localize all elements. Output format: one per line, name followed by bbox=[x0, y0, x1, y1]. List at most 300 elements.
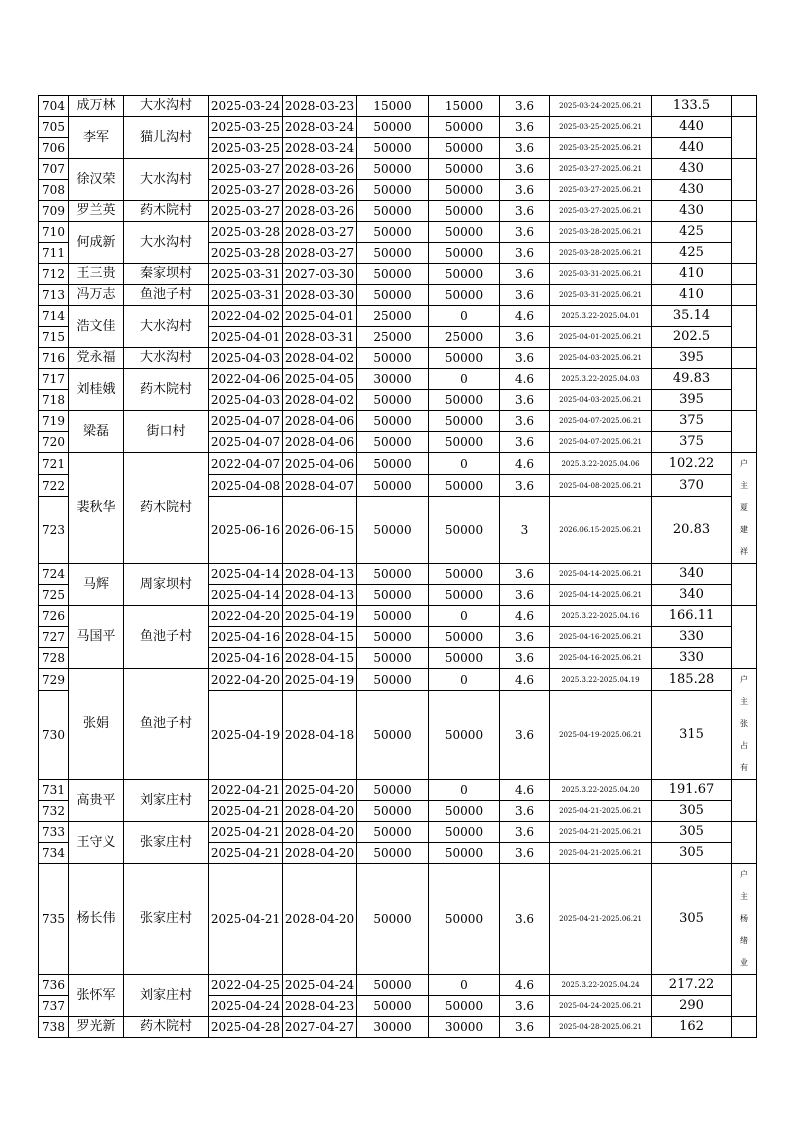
start-date: 2025-04-03 bbox=[209, 348, 283, 369]
start-date: 2022-04-07 bbox=[209, 453, 283, 475]
end-date: 2028-04-02 bbox=[283, 348, 357, 369]
village: 大水沟村 bbox=[124, 96, 209, 117]
village: 街口村 bbox=[124, 411, 209, 453]
loan-amount: 50000 bbox=[357, 411, 429, 432]
interest-period: 2025-04-24-2025.06.21 bbox=[550, 996, 652, 1017]
interest-period: 2025-03-24-2025.06.21 bbox=[550, 96, 652, 117]
loan-amount: 50000 bbox=[357, 201, 429, 222]
table-row bbox=[39, 564, 757, 585]
balance-amount: 50000 bbox=[429, 996, 500, 1017]
loan-amount: 50000 bbox=[357, 585, 429, 606]
loan-amount: 50000 bbox=[357, 996, 429, 1017]
household-note bbox=[732, 669, 757, 780]
borrower-name: 王守义 bbox=[69, 822, 124, 864]
balance-amount: 0 bbox=[429, 669, 500, 691]
interest-amount: 410 bbox=[652, 264, 732, 285]
interest-period: 2025-04-21-2025.06.21 bbox=[550, 822, 652, 843]
start-date: 2022-04-20 bbox=[209, 606, 283, 627]
borrower-name: 杨长伟 bbox=[69, 864, 124, 975]
end-date: 2025-04-06 bbox=[283, 453, 357, 475]
end-date: 2028-04-15 bbox=[283, 648, 357, 669]
row-number: 738 bbox=[39, 1017, 69, 1038]
row-number: 711 bbox=[39, 243, 69, 264]
row-number: 705 bbox=[39, 117, 69, 138]
start-date: 2025-04-16 bbox=[209, 627, 283, 648]
interest-rate: 3.6 bbox=[500, 432, 550, 453]
table-row bbox=[39, 264, 757, 285]
interest-rate: 3.6 bbox=[500, 348, 550, 369]
end-date: 2028-03-30 bbox=[283, 285, 357, 306]
end-date: 2028-03-31 bbox=[283, 327, 357, 348]
interest-amount: 166.11 bbox=[652, 606, 732, 627]
interest-amount: 162 bbox=[652, 1017, 732, 1038]
interest-rate: 3.6 bbox=[500, 159, 550, 180]
balance-amount: 0 bbox=[429, 606, 500, 627]
balance-amount: 50000 bbox=[429, 138, 500, 159]
interest-amount: 217.22 bbox=[652, 975, 732, 996]
start-date: 2025-03-28 bbox=[209, 243, 283, 264]
interest-rate: 3.6 bbox=[500, 243, 550, 264]
borrower-name: 张怀军 bbox=[69, 975, 124, 1017]
borrower-name: 罗兰英 bbox=[69, 201, 124, 222]
row-number: 729 bbox=[39, 669, 69, 691]
interest-period: 2025-04-21-2025.06.21 bbox=[550, 843, 652, 864]
interest-amount: 35.14 bbox=[652, 306, 732, 327]
row-number: 712 bbox=[39, 264, 69, 285]
start-date: 2025-03-28 bbox=[209, 222, 283, 243]
start-date: 2025-04-24 bbox=[209, 996, 283, 1017]
village: 秦家坝村 bbox=[124, 264, 209, 285]
note-character: 户 bbox=[740, 459, 748, 468]
loan-amount: 25000 bbox=[357, 327, 429, 348]
end-date: 2028-04-02 bbox=[283, 390, 357, 411]
start-date: 2025-03-27 bbox=[209, 180, 283, 201]
interest-rate: 4.6 bbox=[500, 306, 550, 327]
start-date: 2025-03-27 bbox=[209, 159, 283, 180]
balance-amount: 30000 bbox=[429, 1017, 500, 1038]
start-date: 2025-04-28 bbox=[209, 1017, 283, 1038]
interest-rate: 3.6 bbox=[500, 801, 550, 822]
balance-amount: 50000 bbox=[429, 432, 500, 453]
interest-period: 2025-04-21-2025.06.21 bbox=[550, 801, 652, 822]
borrower-name: 李军 bbox=[69, 117, 124, 159]
interest-rate: 3.6 bbox=[500, 285, 550, 306]
interest-rate: 4.6 bbox=[500, 606, 550, 627]
row-number: 734 bbox=[39, 843, 69, 864]
table-row bbox=[39, 201, 757, 222]
interest-amount: 395 bbox=[652, 390, 732, 411]
interest-period: 2025-04-03-2025.06.21 bbox=[550, 390, 652, 411]
loan-amount: 50000 bbox=[357, 864, 429, 975]
loan-amount: 50000 bbox=[357, 117, 429, 138]
loan-amount: 50000 bbox=[357, 180, 429, 201]
interest-rate: 3.6 bbox=[500, 564, 550, 585]
household-note bbox=[732, 285, 757, 306]
interest-period: 2025-04-14-2025.06.21 bbox=[550, 564, 652, 585]
start-date: 2022-04-20 bbox=[209, 669, 283, 691]
interest-period: 2025-03-31-2025.06.21 bbox=[550, 285, 652, 306]
interest-period: 2025-03-31-2025.06.21 bbox=[550, 264, 652, 285]
interest-period: 2025-04-16-2025.06.21 bbox=[550, 627, 652, 648]
loan-amount: 50000 bbox=[357, 159, 429, 180]
interest-rate: 3.6 bbox=[500, 117, 550, 138]
end-date: 2028-03-27 bbox=[283, 222, 357, 243]
start-date: 2025-03-24 bbox=[209, 96, 283, 117]
borrower-name: 罗光新 bbox=[69, 1017, 124, 1038]
balance-amount: 50000 bbox=[429, 243, 500, 264]
balance-amount: 50000 bbox=[429, 222, 500, 243]
interest-amount: 191.67 bbox=[652, 780, 732, 801]
end-date: 2025-04-01 bbox=[283, 306, 357, 327]
interest-rate: 3.6 bbox=[500, 648, 550, 669]
balance-amount: 50000 bbox=[429, 475, 500, 497]
interest-rate: 3.6 bbox=[500, 822, 550, 843]
loan-amount: 30000 bbox=[357, 369, 429, 390]
interest-amount: 133.5 bbox=[652, 96, 732, 117]
table-row bbox=[39, 822, 757, 843]
table-row bbox=[39, 669, 757, 691]
interest-period: 2025.3.22-2025.04.20 bbox=[550, 780, 652, 801]
interest-period: 2025-04-19-2025.06.21 bbox=[550, 691, 652, 780]
interest-rate: 3 bbox=[500, 497, 550, 564]
row-number: 708 bbox=[39, 180, 69, 201]
loan-amount: 25000 bbox=[357, 306, 429, 327]
interest-rate: 3.6 bbox=[500, 180, 550, 201]
note-character: 户 bbox=[740, 675, 748, 684]
household-note bbox=[732, 864, 757, 975]
table-row bbox=[39, 369, 757, 390]
interest-rate: 4.6 bbox=[500, 369, 550, 390]
balance-amount: 50000 bbox=[429, 648, 500, 669]
balance-amount: 50000 bbox=[429, 801, 500, 822]
borrower-name: 成万林 bbox=[69, 96, 124, 117]
table-row bbox=[39, 780, 757, 801]
interest-amount: 305 bbox=[652, 864, 732, 975]
village: 大水沟村 bbox=[124, 306, 209, 348]
village: 张家庄村 bbox=[124, 822, 209, 864]
row-number: 736 bbox=[39, 975, 69, 996]
note-character: 有 bbox=[740, 763, 748, 772]
row-number: 717 bbox=[39, 369, 69, 390]
end-date: 2028-04-13 bbox=[283, 564, 357, 585]
loan-ledger-table bbox=[38, 95, 757, 1038]
interest-period: 2025-04-03-2025.06.21 bbox=[550, 348, 652, 369]
interest-period: 2025-04-07-2025.06.21 bbox=[550, 411, 652, 432]
balance-amount: 50000 bbox=[429, 180, 500, 201]
start-date: 2025-04-21 bbox=[209, 822, 283, 843]
row-number: 709 bbox=[39, 201, 69, 222]
interest-amount: 425 bbox=[652, 243, 732, 264]
household-note bbox=[732, 201, 757, 222]
note-character: 绪 bbox=[740, 936, 748, 945]
village: 猫儿沟村 bbox=[124, 117, 209, 159]
start-date: 2025-04-21 bbox=[209, 864, 283, 975]
table-row bbox=[39, 606, 757, 627]
household-note bbox=[732, 411, 757, 453]
household-note bbox=[732, 1017, 757, 1038]
interest-rate: 3.6 bbox=[500, 327, 550, 348]
interest-amount: 375 bbox=[652, 432, 732, 453]
interest-period: 2025-03-28-2025.06.21 bbox=[550, 222, 652, 243]
interest-period: 2025-03-27-2025.06.21 bbox=[550, 180, 652, 201]
interest-amount: 440 bbox=[652, 138, 732, 159]
start-date: 2022-04-21 bbox=[209, 780, 283, 801]
interest-period: 2025.3.22-2025.04.19 bbox=[550, 669, 652, 691]
village: 刘家庄村 bbox=[124, 780, 209, 822]
loan-amount: 50000 bbox=[357, 475, 429, 497]
interest-rate: 3.6 bbox=[500, 264, 550, 285]
start-date: 2025-04-16 bbox=[209, 648, 283, 669]
interest-amount: 305 bbox=[652, 843, 732, 864]
table-row bbox=[39, 285, 757, 306]
balance-amount: 50000 bbox=[429, 497, 500, 564]
end-date: 2028-03-24 bbox=[283, 138, 357, 159]
interest-rate: 3.6 bbox=[500, 864, 550, 975]
balance-amount: 50000 bbox=[429, 348, 500, 369]
note-character: 业 bbox=[740, 958, 748, 967]
row-number: 713 bbox=[39, 285, 69, 306]
table-row bbox=[39, 117, 757, 138]
note-character: 夏 bbox=[740, 503, 748, 512]
note-character: 张 bbox=[740, 719, 748, 728]
household-note bbox=[732, 564, 757, 606]
household-note bbox=[732, 975, 757, 1017]
row-number: 718 bbox=[39, 390, 69, 411]
end-date: 2028-04-13 bbox=[283, 585, 357, 606]
village: 药木院村 bbox=[124, 369, 209, 411]
interest-period: 2025.3.22-2025.04.24 bbox=[550, 975, 652, 996]
row-number: 723 bbox=[39, 497, 69, 564]
start-date: 2025-03-27 bbox=[209, 201, 283, 222]
balance-amount: 0 bbox=[429, 369, 500, 390]
interest-rate: 3.6 bbox=[500, 222, 550, 243]
interest-period: 2025-04-07-2025.06.21 bbox=[550, 432, 652, 453]
row-number: 731 bbox=[39, 780, 69, 801]
interest-period: 2025-04-01-2025.06.21 bbox=[550, 327, 652, 348]
start-date: 2025-04-07 bbox=[209, 411, 283, 432]
interest-rate: 3.6 bbox=[500, 691, 550, 780]
balance-amount: 0 bbox=[429, 780, 500, 801]
start-date: 2025-04-21 bbox=[209, 801, 283, 822]
interest-amount: 410 bbox=[652, 285, 732, 306]
row-number: 732 bbox=[39, 801, 69, 822]
row-number: 719 bbox=[39, 411, 69, 432]
balance-amount: 50000 bbox=[429, 264, 500, 285]
start-date: 2025-03-31 bbox=[209, 285, 283, 306]
interest-period: 2026.06.15-2025.06.21 bbox=[550, 497, 652, 564]
start-date: 2025-03-25 bbox=[209, 117, 283, 138]
note-character: 户 bbox=[740, 870, 748, 879]
interest-period: 2025-04-16-2025.06.21 bbox=[550, 648, 652, 669]
end-date: 2028-04-06 bbox=[283, 411, 357, 432]
interest-period: 2025-03-27-2025.06.21 bbox=[550, 159, 652, 180]
loan-amount: 50000 bbox=[357, 285, 429, 306]
interest-amount: 20.83 bbox=[652, 497, 732, 564]
balance-amount: 50000 bbox=[429, 564, 500, 585]
borrower-name: 刘桂娥 bbox=[69, 369, 124, 411]
village: 药木院村 bbox=[124, 1017, 209, 1038]
interest-amount: 430 bbox=[652, 180, 732, 201]
note-character: 建 bbox=[740, 525, 748, 534]
balance-amount: 50000 bbox=[429, 411, 500, 432]
interest-period: 2025-04-21-2025.06.21 bbox=[550, 864, 652, 975]
end-date: 2026-06-15 bbox=[283, 497, 357, 564]
household-note bbox=[732, 264, 757, 285]
end-date: 2028-03-26 bbox=[283, 180, 357, 201]
loan-amount: 50000 bbox=[357, 497, 429, 564]
interest-rate: 3.6 bbox=[500, 996, 550, 1017]
loan-amount: 50000 bbox=[357, 801, 429, 822]
village: 刘家庄村 bbox=[124, 975, 209, 1017]
loan-amount: 50000 bbox=[357, 432, 429, 453]
interest-amount: 202.5 bbox=[652, 327, 732, 348]
interest-amount: 375 bbox=[652, 411, 732, 432]
end-date: 2028-04-20 bbox=[283, 822, 357, 843]
village: 鱼池子村 bbox=[124, 606, 209, 669]
loan-amount: 50000 bbox=[357, 843, 429, 864]
interest-period: 2025.3.22-2025.04.16 bbox=[550, 606, 652, 627]
end-date: 2028-04-20 bbox=[283, 801, 357, 822]
loan-amount: 50000 bbox=[357, 453, 429, 475]
row-number: 714 bbox=[39, 306, 69, 327]
start-date: 2025-04-14 bbox=[209, 585, 283, 606]
interest-period: 2025-03-25-2025.06.21 bbox=[550, 117, 652, 138]
start-date: 2025-04-03 bbox=[209, 390, 283, 411]
start-date: 2022-04-06 bbox=[209, 369, 283, 390]
balance-amount: 15000 bbox=[429, 96, 500, 117]
loan-amount: 50000 bbox=[357, 222, 429, 243]
row-number: 715 bbox=[39, 327, 69, 348]
end-date: 2028-04-07 bbox=[283, 475, 357, 497]
interest-rate: 4.6 bbox=[500, 669, 550, 691]
interest-amount: 185.28 bbox=[652, 669, 732, 691]
table-row bbox=[39, 453, 757, 475]
row-number: 722 bbox=[39, 475, 69, 497]
start-date: 2025-04-21 bbox=[209, 843, 283, 864]
interest-amount: 49.83 bbox=[652, 369, 732, 390]
borrower-name: 冯万志 bbox=[69, 285, 124, 306]
interest-amount: 305 bbox=[652, 801, 732, 822]
row-number: 724 bbox=[39, 564, 69, 585]
loan-amount: 15000 bbox=[357, 96, 429, 117]
interest-amount: 370 bbox=[652, 475, 732, 497]
interest-amount: 425 bbox=[652, 222, 732, 243]
table-row bbox=[39, 348, 757, 369]
borrower-name: 何成新 bbox=[69, 222, 124, 264]
interest-amount: 305 bbox=[652, 822, 732, 843]
village: 张家庄村 bbox=[124, 864, 209, 975]
borrower-name: 王三贵 bbox=[69, 264, 124, 285]
row-number: 735 bbox=[39, 864, 69, 975]
note-character: 主 bbox=[740, 892, 748, 901]
interest-rate: 3.6 bbox=[500, 843, 550, 864]
interest-amount: 340 bbox=[652, 564, 732, 585]
interest-rate: 3.6 bbox=[500, 201, 550, 222]
loan-amount: 50000 bbox=[357, 138, 429, 159]
balance-amount: 0 bbox=[429, 306, 500, 327]
balance-amount: 25000 bbox=[429, 327, 500, 348]
interest-period: 2025.3.22-2025.04.03 bbox=[550, 369, 652, 390]
end-date: 2025-04-19 bbox=[283, 669, 357, 691]
table-row bbox=[39, 306, 757, 327]
end-date: 2028-04-23 bbox=[283, 996, 357, 1017]
row-number: 704 bbox=[39, 96, 69, 117]
start-date: 2025-04-08 bbox=[209, 475, 283, 497]
table-row bbox=[39, 96, 757, 117]
household-note bbox=[732, 306, 757, 348]
household-note bbox=[732, 453, 757, 564]
row-number: 707 bbox=[39, 159, 69, 180]
end-date: 2028-03-23 bbox=[283, 96, 357, 117]
household-note bbox=[732, 96, 757, 117]
borrower-name: 高贵平 bbox=[69, 780, 124, 822]
end-date: 2028-04-20 bbox=[283, 843, 357, 864]
balance-amount: 0 bbox=[429, 975, 500, 996]
household-note bbox=[732, 606, 757, 669]
balance-amount: 50000 bbox=[429, 201, 500, 222]
interest-rate: 3.6 bbox=[500, 627, 550, 648]
loan-amount: 50000 bbox=[357, 669, 429, 691]
note-character: 占 bbox=[740, 741, 748, 750]
village: 大水沟村 bbox=[124, 159, 209, 201]
interest-period: 2025-03-27-2025.06.21 bbox=[550, 201, 652, 222]
loan-amount: 50000 bbox=[357, 691, 429, 780]
end-date: 2028-04-20 bbox=[283, 864, 357, 975]
village: 鱼池子村 bbox=[124, 285, 209, 306]
interest-amount: 440 bbox=[652, 117, 732, 138]
balance-amount: 50000 bbox=[429, 627, 500, 648]
interest-period: 2025-03-28-2025.06.21 bbox=[550, 243, 652, 264]
loan-amount: 50000 bbox=[357, 780, 429, 801]
row-number: 728 bbox=[39, 648, 69, 669]
interest-amount: 330 bbox=[652, 627, 732, 648]
interest-rate: 3.6 bbox=[500, 390, 550, 411]
start-date: 2025-04-14 bbox=[209, 564, 283, 585]
end-date: 2028-03-26 bbox=[283, 201, 357, 222]
village: 大水沟村 bbox=[124, 222, 209, 264]
note-character: 主 bbox=[740, 481, 748, 490]
loan-amount: 50000 bbox=[357, 822, 429, 843]
balance-amount: 50000 bbox=[429, 159, 500, 180]
household-note bbox=[732, 822, 757, 864]
loan-amount: 50000 bbox=[357, 390, 429, 411]
note-character: 杨 bbox=[740, 914, 748, 923]
village: 药木院村 bbox=[124, 201, 209, 222]
borrower-name: 马辉 bbox=[69, 564, 124, 606]
balance-amount: 0 bbox=[429, 453, 500, 475]
start-date: 2025-04-07 bbox=[209, 432, 283, 453]
borrower-name: 张娟 bbox=[69, 669, 124, 780]
end-date: 2027-04-27 bbox=[283, 1017, 357, 1038]
interest-rate: 3.6 bbox=[500, 411, 550, 432]
end-date: 2027-03-30 bbox=[283, 264, 357, 285]
household-note bbox=[732, 369, 757, 411]
interest-period: 2025-03-25-2025.06.21 bbox=[550, 138, 652, 159]
village: 周家坝村 bbox=[124, 564, 209, 606]
interest-rate: 3.6 bbox=[500, 138, 550, 159]
loan-amount: 50000 bbox=[357, 627, 429, 648]
interest-amount: 102.22 bbox=[652, 453, 732, 475]
interest-rate: 4.6 bbox=[500, 453, 550, 475]
start-date: 2022-04-25 bbox=[209, 975, 283, 996]
end-date: 2028-04-06 bbox=[283, 432, 357, 453]
balance-amount: 50000 bbox=[429, 864, 500, 975]
loan-amount: 50000 bbox=[357, 243, 429, 264]
row-number: 721 bbox=[39, 453, 69, 475]
borrower-name: 马国平 bbox=[69, 606, 124, 669]
village: 药木院村 bbox=[124, 453, 209, 564]
interest-amount: 290 bbox=[652, 996, 732, 1017]
